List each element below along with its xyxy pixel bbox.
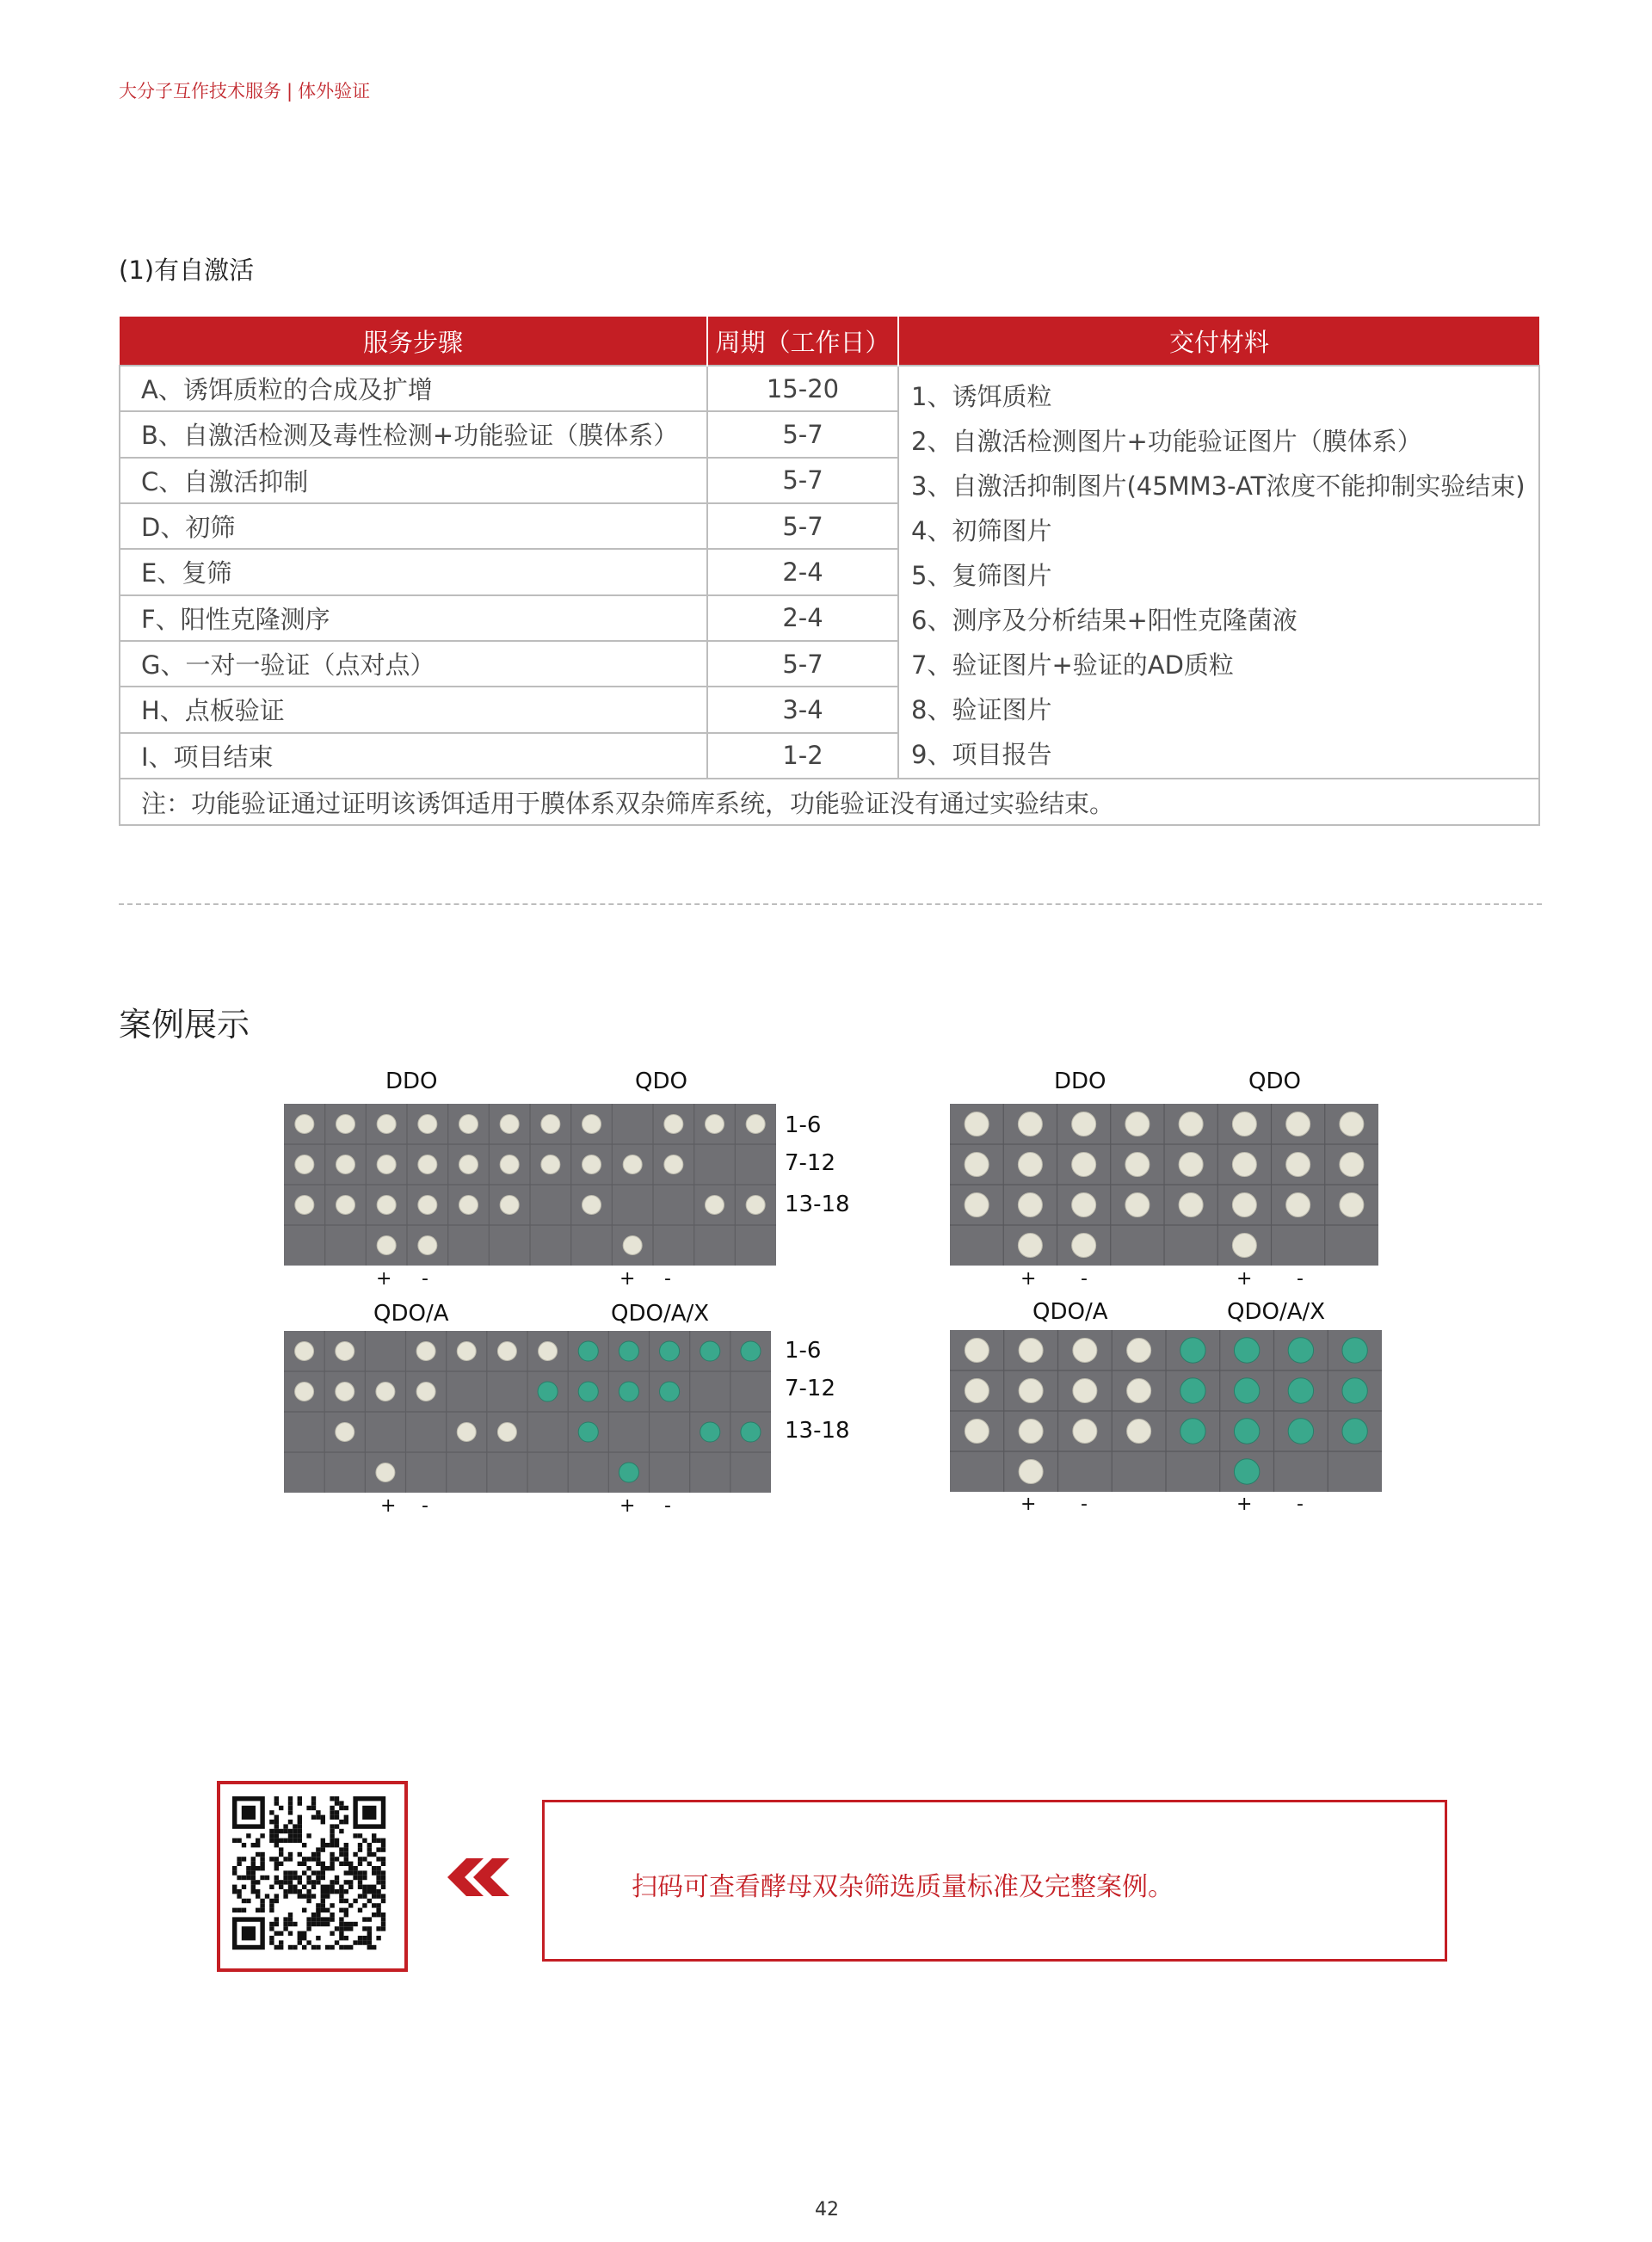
colony-dot [459,1115,478,1134]
step-cell: C、自激活抑制 [120,458,707,503]
colony-dot [1342,1419,1367,1444]
colony-dot [746,1115,765,1134]
colony-dot [1125,1193,1150,1217]
colony-dot [660,1341,680,1361]
colony-dot [336,1423,354,1442]
plate-qdoa-qdoax-right [950,1330,1382,1492]
colony-dot [700,1422,720,1442]
colony-dot [336,1342,354,1361]
step-cell: B、自激活检测及毒性检测+功能验证（膜体系） [120,411,707,457]
colony-dot [295,1342,314,1361]
step-cell: A、诱饵质粒的合成及扩增 [120,366,707,411]
colony-dot [500,1155,519,1174]
colony-dot [459,1196,478,1215]
table-note-row [120,779,1539,825]
materials-cell [898,366,1539,779]
section-title: (1)有自激活 [119,256,255,285]
header-materials: 交付材料 [898,317,1539,366]
colony-dot [497,1423,516,1442]
colony-dot [623,1155,642,1174]
colony-dot [746,1196,765,1215]
colony-dot [1342,1338,1367,1363]
colony-dot [295,1196,314,1215]
plate-image [950,1330,1382,1492]
colony-dot [538,1382,558,1401]
step-cell: E、复筛 [120,549,707,594]
label-ddo: DDO [1054,1069,1106,1094]
colony-dot [1127,1420,1151,1444]
colony-dot [965,1339,989,1363]
table-note: 注：功能验证通过证明该诱饵适用于膜体系双杂筛库系统，功能验证没有通过实验结束。 [120,779,1539,825]
plus-sign: + [1236,1268,1253,1290]
step-cell: F、阳性克隆测序 [120,595,707,641]
colony-dot [1234,1378,1259,1403]
period-cell: 15-20 [707,366,898,411]
colony-dot [457,1342,476,1361]
colony-dot [706,1115,724,1134]
colony-dot [336,1155,355,1174]
material-item: 4、初筛图片 [911,516,1052,545]
colony-dot [500,1115,519,1134]
colony-dot [965,1379,989,1403]
colony-dot [500,1196,519,1215]
colony-dot [1286,1112,1310,1136]
colony-dot [295,1115,314,1134]
colony-dot [377,1196,396,1215]
period-cell: 1-2 [707,733,898,779]
page-number: 42 [815,2199,839,2220]
colony-dot [416,1383,435,1401]
plate-image [284,1331,771,1493]
colony-dot [418,1155,437,1174]
colony-dot [619,1341,638,1361]
material-item: 6、测序及分析结果+阳性克隆菌液 [911,606,1298,635]
colony-dot [1180,1419,1205,1444]
minus-sign: - [422,1495,428,1517]
plate-qdoa-qdoax [284,1331,771,1493]
colony-dot [541,1155,560,1174]
colony-dot [965,1420,989,1444]
colony-dot [706,1196,724,1215]
colony-dot [377,1115,396,1134]
label-qdo: QDO [1248,1069,1301,1094]
colony-dot [1125,1153,1150,1177]
colony-dot [336,1196,355,1215]
colony-dot [1072,1234,1096,1258]
colony-dot [539,1342,558,1361]
colony-dot [1288,1338,1313,1363]
colony-dot [1286,1153,1310,1177]
colony-dot [1340,1112,1364,1136]
header-period: 周期（工作日） [707,317,898,366]
colony-dot [623,1236,642,1255]
colony-dot [377,1155,396,1174]
colony-dot [1072,1153,1096,1177]
colony-dot [1073,1379,1097,1403]
table-row [120,366,1539,411]
colony-dot [497,1342,516,1361]
colony-dot [1073,1420,1097,1444]
colony-dot [1234,1419,1259,1444]
colony-dot [1019,1460,1043,1484]
minus-sign: - [1081,1494,1088,1515]
colony-dot [1127,1379,1151,1403]
plus-sign: + [376,1268,392,1290]
colony-dot [1180,1338,1205,1363]
colony-dot [619,1382,638,1401]
table-header-row [120,317,1539,366]
period-cell: 2-4 [707,549,898,594]
colony-dot [376,1463,395,1482]
row-label-7-12: 7-12 [785,1376,836,1401]
colony-dot [1342,1378,1367,1403]
dashed-divider [119,903,1542,905]
plate-image [284,1104,776,1266]
colony-dot [1019,1339,1043,1363]
qr-message: 扫码可查看酵母双杂筛选质量标准及完整案例。 [632,1872,1174,1902]
step-cell: G、一对一验证（点对点） [120,641,707,687]
step-cell: I、项目结束 [120,733,707,779]
plate-ddo-qdo [284,1104,776,1266]
label-qdo-a-x: QDO/A/X [1227,1299,1326,1325]
row-label-13-18: 13-18 [785,1418,850,1444]
colony-dot [578,1422,598,1442]
label-qdo-a: QDO/A [1032,1299,1108,1325]
material-item: 7、验证图片+验证的AD质粒 [911,650,1234,680]
colony-dot [1286,1193,1310,1217]
colony-dot [1125,1112,1150,1136]
colony-dot [1232,1193,1256,1217]
row-label-7-12: 7-12 [785,1150,836,1176]
colony-dot [965,1193,989,1217]
colony-dot [1018,1193,1042,1217]
colony-dot [457,1423,476,1442]
row-label-1-6: 1-6 [785,1338,822,1364]
colony-dot [619,1463,638,1482]
colony-dot [541,1115,560,1134]
material-item: 8、验证图片 [911,695,1052,724]
plate-ddo-qdo-right [950,1104,1378,1266]
period-cell: 5-7 [707,458,898,503]
colony-dot [459,1155,478,1174]
double-chevron-left-icon [447,1858,516,1900]
colony-dot [1179,1112,1203,1136]
colony-dot [418,1115,437,1134]
case-title: 案例展示 [119,1006,250,1044]
colony-dot [1019,1379,1043,1403]
qr-code[interactable] [217,1781,408,1972]
page-header [119,77,370,103]
minus-sign: - [664,1495,671,1517]
material-item: 1、诱饵质粒 [911,382,1052,411]
period-cell: 3-4 [707,687,898,732]
colony-dot [741,1422,761,1442]
colony-dot [700,1341,720,1361]
colony-dot [1073,1339,1097,1363]
colony-dot [583,1155,601,1174]
colony-dot [1232,1153,1256,1177]
period-cell: 5-7 [707,641,898,687]
step-cell: H、点板验证 [120,687,707,732]
colony-dot [583,1115,601,1134]
plus-sign: + [1236,1494,1253,1515]
colony-dot [1019,1420,1043,1444]
period-cell: 5-7 [707,503,898,549]
minus-sign: - [1081,1268,1088,1290]
colony-dot [1232,1112,1256,1136]
material-item: 3、自激活抑制图片(45MM3-AT浓度不能抑制实验结束) [911,471,1526,501]
colony-dot [336,1383,354,1401]
label-qdo-a-x: QDO/A/X [611,1301,710,1327]
label-ddo: DDO [385,1069,438,1094]
colony-dot [741,1341,761,1361]
colony-dot [1018,1234,1042,1258]
plate-image [950,1104,1378,1266]
header-step: 服务步骤 [120,317,707,366]
colony-dot [660,1382,680,1401]
material-item: 9、项目报告 [911,740,1052,769]
colony-dot [1179,1193,1203,1217]
colony-dot [418,1196,437,1215]
row-label-13-18: 13-18 [785,1192,850,1217]
step-cell: D、初筛 [120,503,707,549]
colony-dot [376,1383,395,1401]
minus-sign: - [664,1268,671,1290]
colony-dot [1288,1378,1313,1403]
colony-dot [1288,1419,1313,1444]
material-item: 2、自激活检测图片+功能验证图片（膜体系） [911,427,1422,456]
colony-dot [416,1342,435,1361]
minus-sign: - [1297,1494,1304,1515]
label-qdo: QDO [635,1069,687,1094]
row-label-1-6: 1-6 [785,1112,822,1138]
colony-dot [583,1196,601,1215]
service-table [119,317,1540,826]
colony-dot [578,1341,598,1361]
colony-dot [664,1155,683,1174]
material-item: 5、复筛图片 [911,561,1052,590]
colony-dot [418,1236,437,1255]
colony-dot [1234,1338,1259,1363]
colony-dot [1232,1234,1256,1258]
colony-dot [1340,1153,1364,1177]
header-section: 体外验证 [298,81,371,102]
colony-dot [578,1382,598,1401]
colony-dot [1340,1193,1364,1217]
colony-dot [1180,1378,1205,1403]
colony-dot [377,1236,396,1255]
plus-sign: + [1020,1494,1037,1515]
period-cell: 5-7 [707,411,898,457]
colony-dot [1179,1153,1203,1177]
colony-dot [1234,1459,1259,1484]
header-separator: | [287,81,293,102]
minus-sign: - [1297,1268,1304,1290]
colony-dot [336,1115,355,1134]
colony-dot [1018,1112,1042,1136]
colony-dot [1072,1193,1096,1217]
label-qdo-a: QDO/A [373,1301,449,1327]
plus-sign: + [620,1268,636,1290]
colony-dot [295,1155,314,1174]
colony-dot [1127,1339,1151,1363]
header-brand: 大分子互作技术服务 [119,81,281,102]
colony-dot [664,1115,683,1134]
colony-dot [295,1383,314,1401]
plus-sign: + [1020,1268,1037,1290]
colony-dot [965,1112,989,1136]
colony-dot [1072,1112,1096,1136]
qr-code-icon [220,1784,404,1968]
period-cell: 2-4 [707,595,898,641]
colony-dot [1018,1153,1042,1177]
plus-sign: + [620,1495,636,1517]
minus-sign: - [422,1268,428,1290]
colony-dot [965,1153,989,1177]
plus-sign: + [380,1495,397,1517]
